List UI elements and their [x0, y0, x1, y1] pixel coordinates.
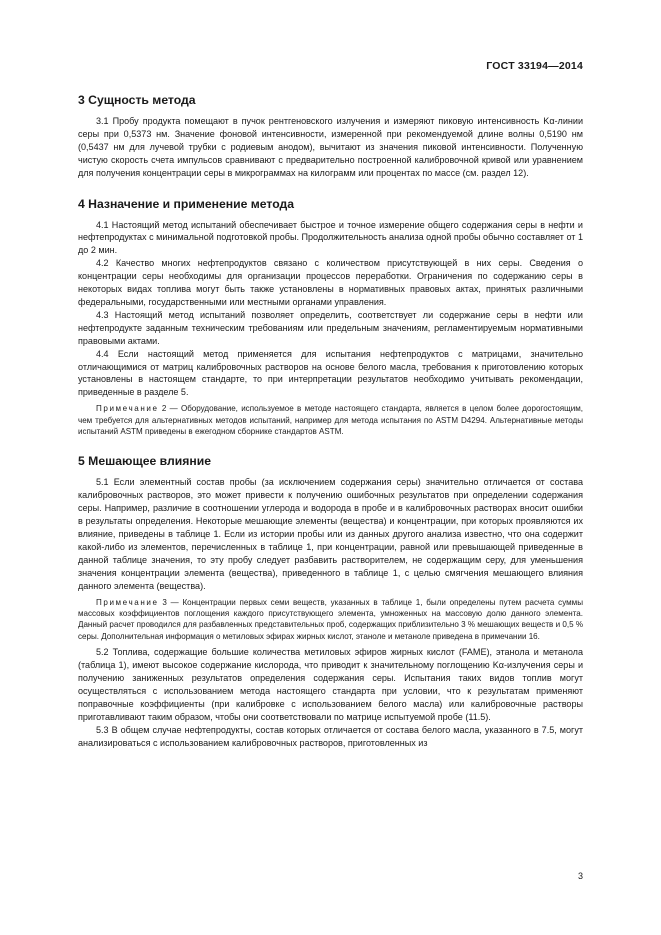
paragraph-4-1: 4.1 Настоящий метод испытаний обеспечивает быстрое и точное измерение общего содержания серы в нефти и нефтепродуктах с минимальной подготовкой пробы. Продолжительность анализа одной пробы обычно составляет от 1 до 2 мин.	[78, 219, 583, 256]
note-2-text: 2 — Оборудование, используемое в методе настоящего стандарта, является в целом более дорогостоящим, чем требуется для альтернативных методов испытаний, например для метода испытания по ASTM D4294. Альтернативные методы испытаний ASTM приведены в ежегодном сборнике стандартов ASTM.	[78, 404, 583, 437]
paragraph-5-3: 5.3 В общем случае нефтепродукты, состав которых отличается от состава белого масла, указанного в 7.5, могут анализироваться с использованием калибровочных растворов, приготовленных из	[78, 724, 583, 748]
paragraph-4-2: 4.2 Качество многих нефтепродуктов связано с количеством присутствующей в них серы. Сведения о концентрации серы необходимы для организации процессов переработки. Ограничения по содержанию серы в некоторых видах топлива могут быть также установлены в нормативных правовых актах, принятых различными федеральными, государственными или местными органами управления.	[78, 258, 583, 307]
note-3-text: 3 — Концентрации первых семи веществ, указанных в таблице 1, были определены путем расчета суммы массовых коэффициентов поглощения каждого присутствующего элемента, умноженных на массовую долю данного элемента. Данный расчет проводился для разбавленных представительных проб, содержащих приблизительно 3 % мешающих веществ и 0,5 % серы. Дополнительная информация о метиловых эфирах жирных кислот, этаноле и метаноле приведена в примечании 16.	[78, 597, 583, 641]
section-4-title: 4 Назначение и применение метода	[78, 196, 295, 211]
section-5-title: 5 Мешающее влияние	[78, 454, 211, 469]
paragraph-3-1: 3.1 Пробу продукта помещают в пучок рентгеновского излучения и измеряют пиковую интенсивность Kα-линии серы при 0,5373 нм. Значение фоновой интенсивности, измеренной при рекомендуемой длине волны 0,5190 нм (0,5437 нм для лучевой трубки с родиевым анодом), вычитают из значения пиковой интенсивности. Полученную чистую скорость счета импульсов сравнивают с предварительно построенной калибровочной кривой или уравнением для получения концентрации серы в микрограммах на килограмм или процентах по массе (см. раздел 12).	[78, 116, 583, 178]
document-code: ГОСТ 33194—2014	[486, 60, 583, 72]
paragraph-5-1: 5.1 Если элементный состав пробы (за исключением содержания серы) значительно отличается от состава калибровочных растворов, это может привести к получению ошибочных результатов при определении содержания серы. Например, различие в соотношении углерода и водорода в пробе и в калибровочных растворах вносит ошибки в результаты определения. Некоторые мешающие элементы (вещества) и концентрации, при которых проявляются их влияние, приведены в таблице 1. Если из истории пробы или из данных другого анализа известно, что она содержит какой-либо из элементов, перечисленных в таблице 1, при концентрации, равной или превышающей приведенные в данной таблице значения, то эту пробу следует разбавить растворителем, не содержащим серу, для уменьшения значения концентрации элемента (вещества), приведенного в таблице 1, с целью смягчения мешающего влияния данного элемента (вещества).	[78, 477, 583, 591]
note-3	[78, 597, 583, 643]
document-body	[78, 92, 583, 749]
paragraph-4-4: 4.4 Если настоящий метод применяется для испытания нефтепродуктов с матрицами, значительно отличающимися от матриц калибровочных растворов на основе белого масла, требования к приготовлению которых установлены в настоящем стандарте, то при интерпретации результатов необходимо учитывать рекомендации, приведенные в разделе 5.	[78, 348, 583, 398]
page-number: 3	[577, 871, 583, 881]
paragraph-4-3: 4.3 Настоящий метод испытаний позволяет определить, соответствует ли содержание серы в нефти или нефтепродукте заданным техническим требованиям или предельным значениям, регламентируемым нормативными правовыми актами.	[78, 309, 583, 346]
note-2-label: Примечание	[96, 404, 159, 414]
paragraph-5-2: 5.2 Топлива, содержащие большие количества метиловых эфиров жирных кислот (FAME), этанола и метанола (таблица 1), имеют высокое содержание кислорода, что приводит к значительному поглощению Kα-излучения серы и получению заниженных результатов определения содержания серы. Испытания таких видов топлив могут осуществляться с использованием метода настоящего стандарта при условии, что к результатам применяют поправочные коэффициенты (при калибровке с использованием белого масла) или калибровочные растворы приготавливают таким образом, чтобы они соответствовали по матрице испытуемой пробе (11.5).	[78, 647, 583, 722]
note-3-label: Примечание	[96, 597, 159, 607]
section-3-title: 3 Сущность метода	[78, 93, 196, 107]
note-2	[78, 403, 583, 437]
